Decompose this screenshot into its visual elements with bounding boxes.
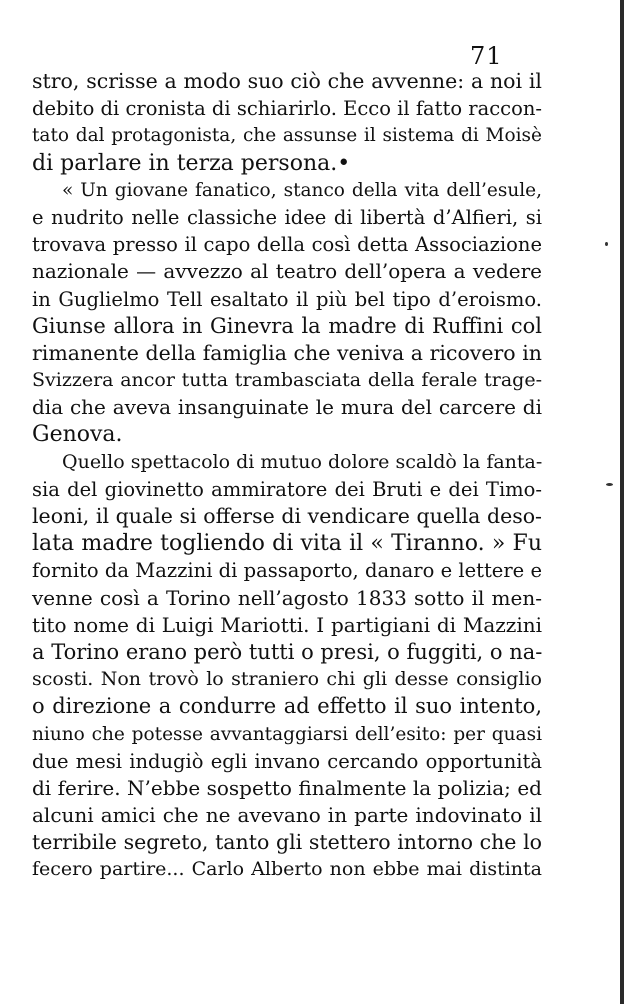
text-line: tito nome di Luigi Mariotti. I partigiani di Mazzini <box>32 612 542 637</box>
text-line: in Guglielmo Tell esaltato il più bel tipo d’eroismo. <box>32 287 542 311</box>
text-line: rimanente della famiglia che veniva a ricovero in <box>32 340 542 365</box>
text-line: sia del giovinetto ammiratore dei Bruti e dei Timo- <box>32 477 542 501</box>
text-line: Genova. <box>32 422 123 448</box>
text-line: di parlare in terza persona.• <box>32 150 351 176</box>
text-line: a Torino erano però tutti o presi, o fuggiti, o na- <box>32 639 543 664</box>
text-line: trovava presso il capo della così detta Associazione <box>32 233 542 257</box>
page-edge-shadow <box>620 0 624 1004</box>
text-line: fecero partire... Carlo Alberto non ebbe mai distinta <box>32 858 542 881</box>
text-line: di ferire. N’ebbe sospetto finalmente la polizia; ed <box>32 775 542 800</box>
text-line: Quello spettacolo di mutuo dolore scaldò la fanta- <box>62 450 543 473</box>
text-line: lata madre togliendo di vita il « Tiranno. » Fu <box>32 531 542 557</box>
text-line: fornito da Mazzini di passaporto, danaro e lettere e <box>32 559 542 583</box>
text-line: due mesi indugiò egli invano cercando opportunità <box>32 749 542 773</box>
text-line: « Un giovane fanatico, stanco della vita dell’esule, <box>62 179 542 201</box>
text-line: stro, scrisse a modo suo ciò che avvenne: a noi il <box>32 69 542 93</box>
text-line: Giunse allora in Ginevra la madre di Ruffini col <box>32 313 542 338</box>
text-line: debito di cronista di schiarirlo. Ecco il fatto raccon- <box>32 97 542 121</box>
body-text <box>32 68 542 884</box>
text-line: e nudrito nelle classiche idee di libertà d’Alfieri, si <box>32 205 542 229</box>
text-line: terribile segreto, tanto gli stettero intorno che lo <box>32 830 542 855</box>
text-line: venne così a Torino nell’agosto 1833 sotto il men- <box>32 585 542 610</box>
text-line: tato dal protagonista, che assunse il sistema di Moisè <box>32 125 542 147</box>
print-speck <box>606 483 613 486</box>
print-speck <box>605 242 608 246</box>
page-number: 71 <box>470 42 503 70</box>
text-line: niuno che potesse avvantaggiarsi dell’esito: per quasi <box>32 723 542 745</box>
text-line: o direzione a condurre ad effetto il suo intento, <box>32 694 542 719</box>
text-line: Svizzera ancor tutta trambasciata della ferale trage- <box>32 369 542 392</box>
text-line: dia che aveva insanguinate le mura del carcere di <box>32 395 542 420</box>
text-line: alcuni amici che ne avevano in parte indovinato il <box>32 803 542 828</box>
text-line: scosti. Non trovò lo straniero chi gli desse consiglio <box>32 668 542 691</box>
text-line: leoni, il quale si offerse di vendicare quella deso- <box>32 504 542 528</box>
text-line: nazionale — avvezzo al teatro dell’opera a vedere <box>32 259 542 284</box>
